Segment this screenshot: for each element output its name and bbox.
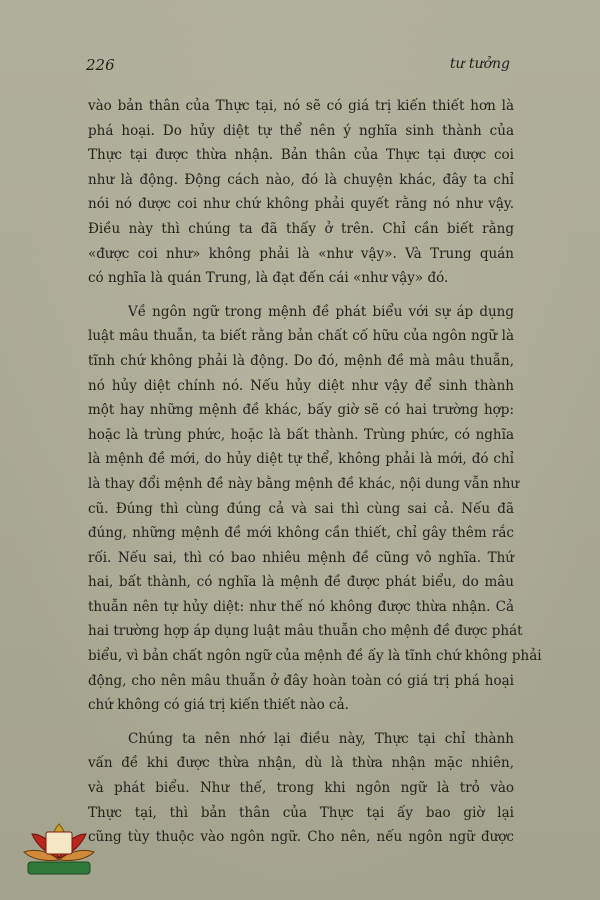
text-line: Thực tại, thì bản thân của Thực tại ấy bao giờ lại	[88, 804, 514, 821]
paragraph-2	[88, 300, 542, 718]
text-line: đúng, những mệnh đề mới không cần thiết, chỉ gây thêm rắc	[88, 525, 514, 542]
text-line: phá hoại. Do hủy diệt tự thể nên ý nghĩa sinh thành của	[88, 122, 514, 139]
text-line: rối. Nếu sai, thì có bao nhiêu mệnh đề cũng vô nghĩa. Thứ	[88, 549, 514, 566]
text-line: hai, bất thành, có nghĩa là mệnh đề được phát biểu, do mâu	[88, 574, 514, 591]
page-number: 226	[86, 56, 115, 74]
text-line: cũ. Đúng thì cùng đúng cả và sai thì cùng sai cả. Nếu đã	[88, 500, 514, 517]
text-line: Về ngôn ngữ trong mệnh đề phát biểu với sự áp dụng	[128, 303, 514, 320]
lotus-logo-icon	[20, 818, 98, 884]
body-text	[88, 94, 542, 850]
text-line: tĩnh chứ không phải là động. Do đó, mệnh đề mà mâu thuẫn,	[88, 352, 514, 369]
text-line: như là động. Động cách nào, đó là chuyện khác, đây ta chỉ	[88, 171, 514, 188]
text-line: luật mâu thuẫn, ta biết rằng bản chất cố hữu của ngôn ngữ là	[88, 328, 514, 345]
running-title: tư tưởng	[449, 56, 510, 72]
text-line: thuẫn nên tự hủy diệt: như thế nó không được thừa nhận. Cả	[88, 598, 514, 615]
text-line: có nghĩa là quán Trung, là đạt đến cái «như vậy» đó.	[88, 270, 449, 287]
text-line: và phát biểu. Như thế, trong khi ngôn ngữ là trỏ vào	[88, 780, 514, 797]
paragraph-3	[88, 727, 514, 850]
text-line: Chúng ta nên nhớ lại điều này, Thực tại chỉ thành	[128, 730, 514, 747]
text-line: động, cho nên mâu thuẫn ở đây hoàn toàn có giá trị phá hoại	[88, 672, 514, 689]
text-line: chứ không có giá trị kiến thiết nào cả.	[88, 697, 349, 714]
text-line: cũng tùy thuộc vào ngôn ngữ. Cho nên, nếu ngôn ngữ được	[88, 829, 514, 846]
text-line: «được coi như» không phải là «như vậy». Và Trung quán	[88, 245, 514, 262]
hue-quang-logo	[20, 818, 98, 884]
page-header	[86, 56, 510, 80]
text-line: vấn đề khi được thừa nhận, dù là thừa nhận mặc nhiên,	[88, 755, 514, 772]
text-line: Thực tại được thừa nhận. Bản thân của Thực tại được coi	[88, 147, 514, 164]
text-line: hai trường hợp áp dụng luật mâu thuẫn cho mệnh đề được phát	[88, 623, 523, 640]
text-line: nói nó được coi như chứ không phải quyết rằng nó như vậy.	[88, 196, 514, 213]
text-line: biểu, vì bản chất ngôn ngữ của mệnh đề ấy là tĩnh chứ không phải	[88, 648, 542, 665]
text-line: vào bản thân của Thực tại, nó sẽ có giá trị kiến thiết hơn là	[88, 98, 514, 114]
text-line: là mệnh đề mới, do hủy diệt tự thể, không phải là mới, đó chỉ	[88, 451, 514, 468]
text-line: hoặc là trùng phức, hoặc là bất thành. Trùng phức, có nghĩa	[88, 426, 514, 443]
text-line: nó hủy diệt chính nó. Nếu hủy diệt như vậy để sinh thành	[88, 377, 514, 394]
text-line: Điều này thì chúng ta đã thấy ở trên. Chỉ cần biết rằng	[88, 220, 514, 237]
text-line: là thay đổi mệnh đề này bằng mệnh đề khác, nội dung vẫn như	[88, 475, 520, 492]
text-line: một hay những mệnh đề khác, bấy giờ sẽ có hai trường hợp:	[88, 402, 514, 419]
paragraph-1	[88, 94, 514, 291]
